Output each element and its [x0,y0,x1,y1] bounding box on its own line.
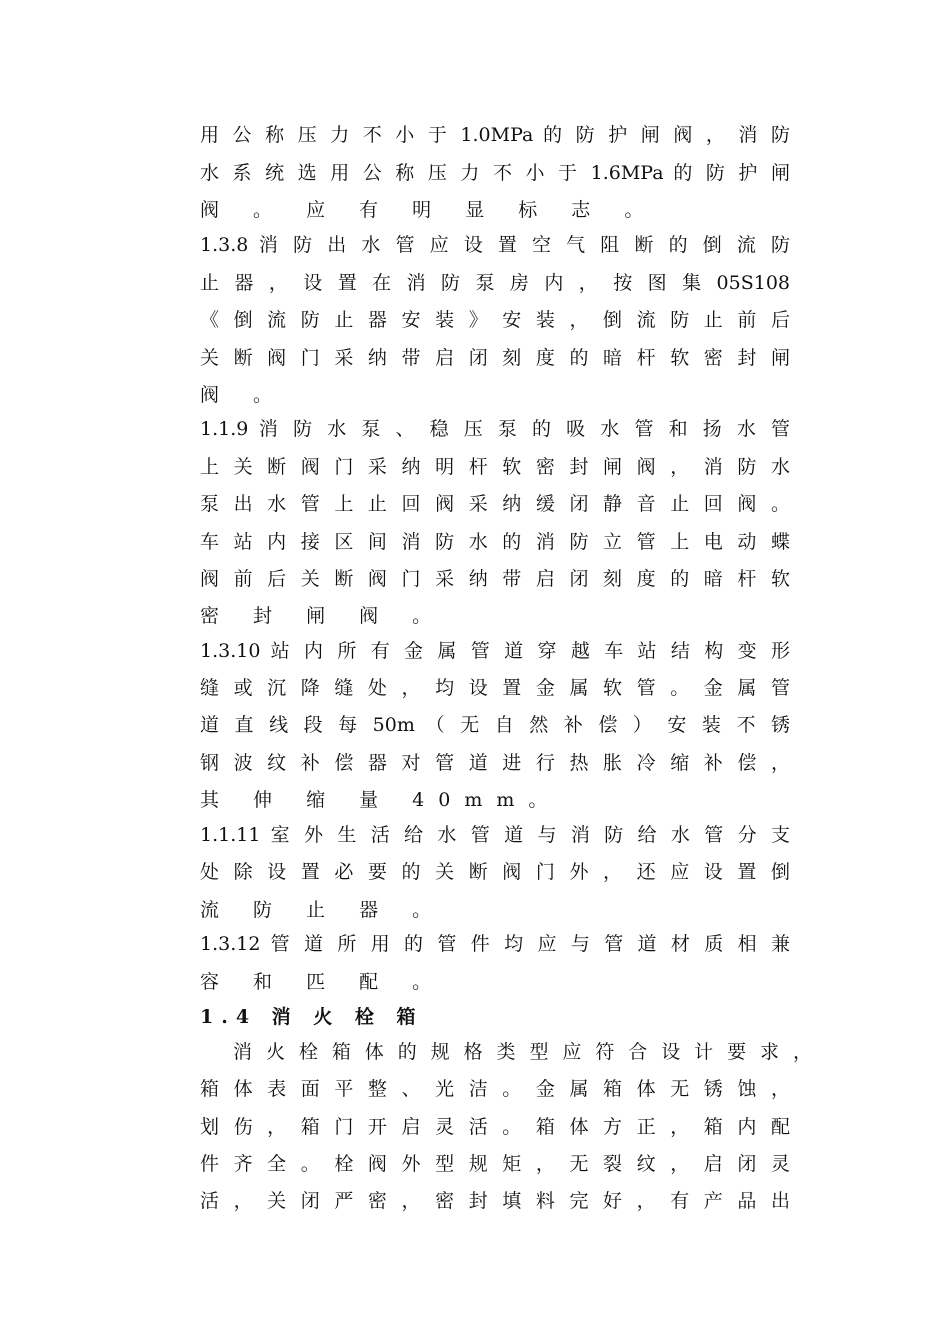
text-line: 1.3.12 管 道 所 用 的 管 件 均 应 与 管 道 材 质 相 兼 [200,933,790,955]
text-line: 车 站 内 接 区 间 消 防 水 的 消 防 立 管 上 电 动 蝶 [200,531,790,553]
text-line: 阀 。 [200,384,287,406]
section-heading: 1.4 消 火 栓 箱 [200,1006,424,1028]
text-line: 划 伤 ， 箱 门 开 启 灵 活 。 箱 体 方 正 ， 箱 内 配 [200,1116,790,1138]
text-line: 活 ， 关 闭 严 密 ， 密 封 填 料 完 好 ， 有 产 品 出 [200,1190,790,1212]
text-line: 1.1.11 室 外 生 活 给 水 管 道 与 消 防 给 水 管 分 支 [200,824,790,846]
text-line: 关 断 阀 门 采 纳 带 启 闭 刻 度 的 暗 杆 软 密 封 闸 [200,347,790,369]
text-line: 密 封 闸 阀 。 [200,605,446,627]
text-line: 阀 前 后 关 断 阀 门 采 纳 带 启 闭 刻 度 的 暗 杆 软 [200,568,790,590]
text-line: 水 系 统 选 用 公 称 压 力 不 小 于 1.6MPa 的 防 护 闸 [200,162,790,184]
text-line: 钢 波 纹 补 偿 器 对 管 道 进 行 热 胀 冷 缩 补 偿 ， [200,752,790,774]
text-line: 道 直 线 段 每 50m （ 无 自 然 补 偿 ） 安 装 不 锈 [200,714,790,736]
text-line: 流 防 止 器 。 [200,899,446,921]
text-line: 用 公 称 压 力 不 小 于 1.0MPa 的 防 护 闸 阀 ， 消 防 [200,124,790,146]
text-line: 箱 体 表 面 平 整 、 光 洁 。 金 属 箱 体 无 锈 蚀 ， [200,1078,790,1100]
text-line: 上 关 断 阀 门 采 纳 明 杆 软 密 封 闸 阀 ， 消 防 水 [200,456,790,478]
text-line: 1.3.8 消 防 出 水 管 应 设 置 空 气 阻 断 的 倒 流 防 [200,234,790,256]
text-line: 容 和 匹 配 。 [200,971,446,993]
text-line: 缝 或 沉 降 缝 处 ， 均 设 置 金 属 软 管 。 金 属 管 [200,677,790,699]
text-line: 《 倒 流 防 止 器 安 装 》 安 装 ， 倒 流 防 止 前 后 [200,309,790,331]
text-line: 处 除 设 置 必 要 的 关 断 阀 门 外 ， 还 应 设 置 倒 [200,861,790,883]
text-line: 1.3.10 站 内 所 有 金 属 管 道 穿 越 车 站 结 构 变 形 [200,640,790,662]
text-line: 阀 。 应 有 明 显 标 志 。 [200,199,658,221]
text-line: 泵 出 水 管 上 止 回 阀 采 纳 缓 闭 静 音 止 回 阀 。 [200,493,790,515]
text-line: 止 器 ， 设 置 在 消 防 泵 房 内 ， 按 图 集 05S108 [200,272,790,294]
text-line: 其 伸 缩 量 40mm。 [200,789,562,811]
text-line: 消 火 栓 箱 体 的 规 格 类 型 应 符 合 设 计 要 求 ， [233,1041,812,1063]
text-line: 1.1.9 消 防 水 泵 、 稳 压 泵 的 吸 水 管 和 扬 水 管 [200,418,790,440]
text-line: 件 齐 全 。 栓 阀 外 型 规 矩 ， 无 裂 纹 ， 启 闭 灵 [200,1153,790,1175]
